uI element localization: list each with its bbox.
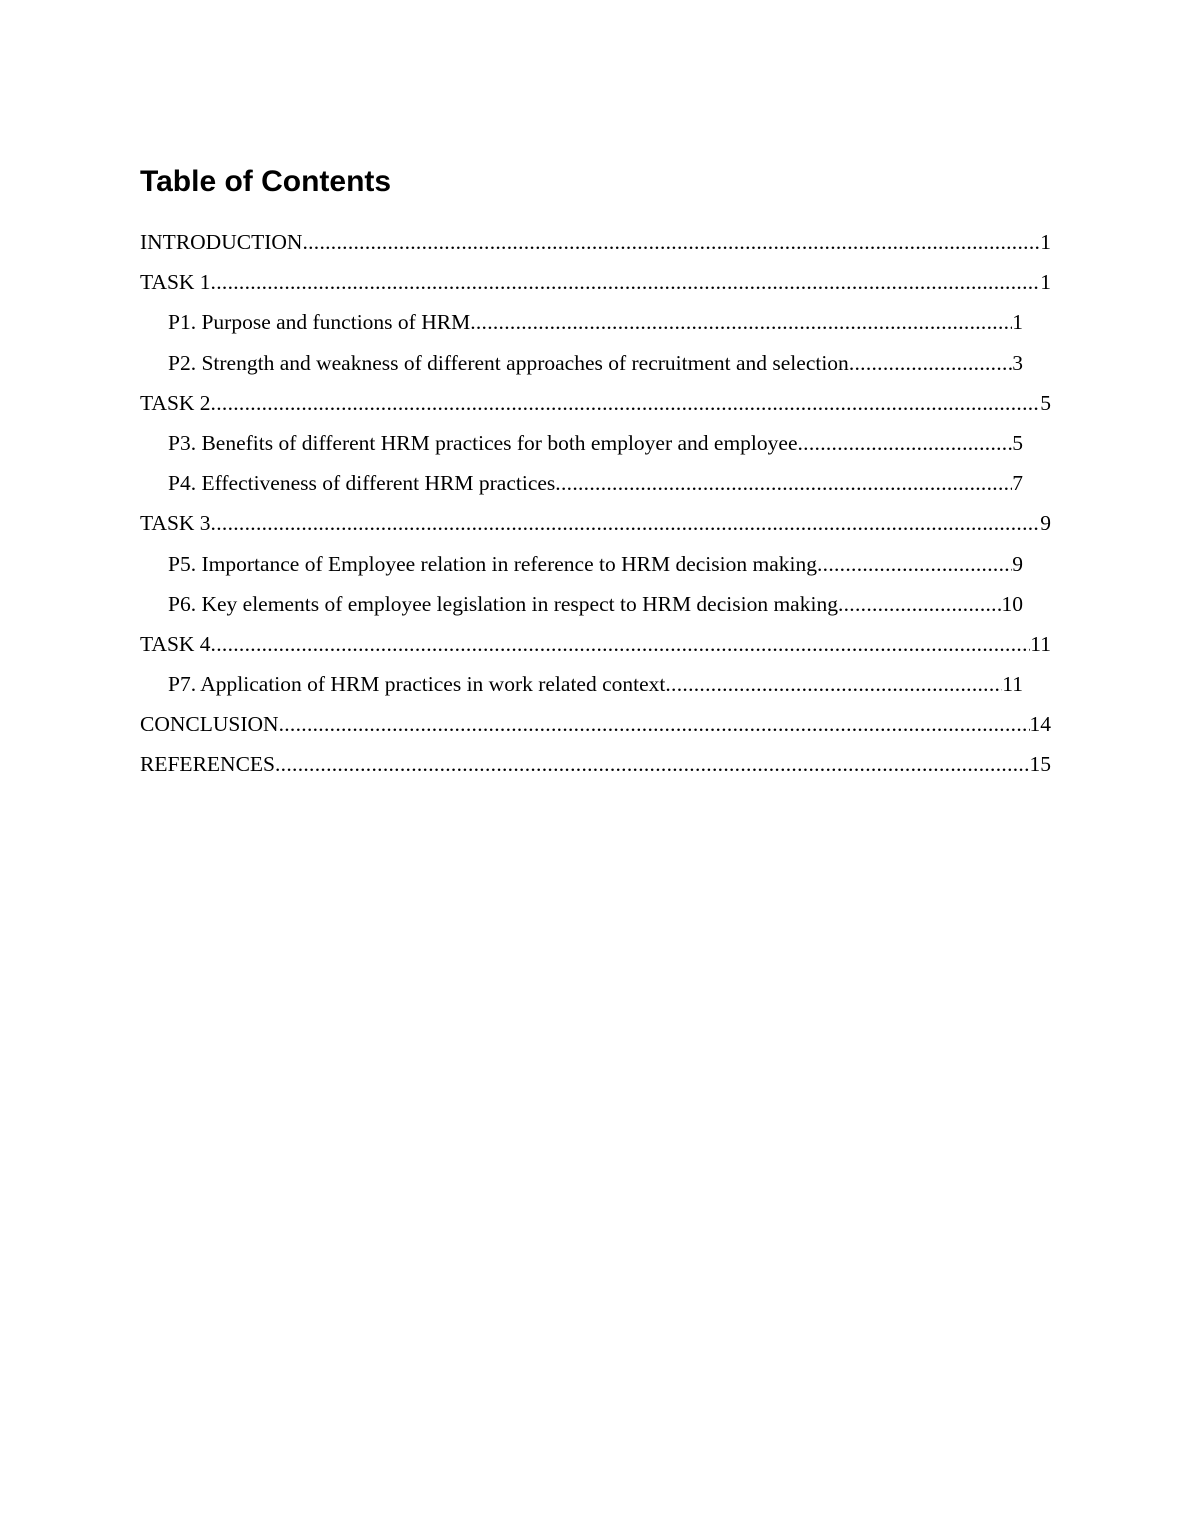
toc-entry-p1[interactable]	[168, 302, 1023, 342]
toc-entry-label: CONCLUSION	[140, 712, 279, 737]
toc-entry-p4[interactable]	[168, 463, 1023, 503]
page-title: Table of Contents	[140, 165, 392, 198]
toc-entry-task-2[interactable]	[140, 383, 1051, 423]
toc-entry-page: 5	[1040, 390, 1051, 415]
toc-entry-page: 14	[1029, 712, 1051, 737]
toc-entry-label: P3. Benefits of different HRM practices for both employer and employee	[168, 430, 798, 455]
toc-entry-task-3[interactable]	[140, 503, 1051, 543]
toc-leader-dots	[798, 423, 1013, 463]
toc-entry-label: P7. Application of HRM practices in work related context	[168, 672, 666, 697]
toc-entry-label: P2. Strength and weakness of different approaches of recruitment and selection	[168, 350, 849, 375]
toc-entry-label: P4. Effectiveness of different HRM practices	[168, 471, 556, 496]
toc-entry-p5[interactable]	[168, 544, 1023, 584]
toc-entry-page: 7	[1012, 471, 1023, 496]
toc-leader-dots	[211, 262, 1041, 302]
toc-leader-dots	[838, 584, 1002, 624]
toc-entry-label: REFERENCES	[140, 752, 275, 777]
toc-entry-label: TASK 4	[140, 631, 211, 656]
toc-entry-page: 15	[1029, 752, 1051, 777]
toc-leader-dots	[470, 302, 1012, 342]
toc-entry-page: 1	[1040, 270, 1051, 295]
toc-entry-page: 11	[1030, 631, 1051, 656]
toc-entry-page: 10	[1001, 591, 1023, 616]
toc-entry-task-1[interactable]	[140, 262, 1051, 302]
toc-leader-dots	[817, 544, 1012, 584]
toc-entry-p7[interactable]	[168, 664, 1023, 704]
toc-entry-page: 1	[1012, 310, 1023, 335]
toc-entry-page: 1	[1040, 230, 1051, 254]
toc-entry-label: INTRODUCTION	[140, 230, 303, 254]
toc-leader-dots	[279, 704, 1030, 744]
toc-entry-p3[interactable]	[168, 423, 1023, 463]
toc-entry-conclusion[interactable]	[140, 704, 1051, 744]
toc-leader-dots	[302, 222, 1040, 262]
toc-entry-label: P6. Key elements of employee legislation in respect to HRM decision making	[168, 591, 838, 616]
toc-entry-label: TASK 3	[140, 511, 211, 536]
toc-leader-dots	[275, 744, 1030, 784]
toc-entry-page: 9	[1012, 551, 1023, 576]
toc-entry-p6[interactable]	[168, 584, 1023, 624]
toc-leader-dots	[211, 624, 1031, 664]
toc-leader-dots	[211, 503, 1041, 543]
toc-entry-references[interactable]	[140, 744, 1051, 784]
toc-entry-page: 9	[1040, 511, 1051, 536]
toc-list	[0, 222, 1190, 785]
toc-entry-page: 11	[1002, 672, 1023, 697]
toc-leader-dots	[665, 664, 1002, 704]
toc-entry-label: P5. Importance of Employee relation in reference to HRM decision making	[168, 551, 817, 576]
toc-entry-label: TASK 1	[140, 270, 211, 295]
toc-entry-task-4[interactable]	[140, 624, 1051, 664]
toc-leader-dots	[211, 383, 1041, 423]
toc-entry-introduction[interactable]	[140, 222, 1051, 262]
toc-entry-p2[interactable]	[168, 343, 1023, 383]
toc-entry-page: 5	[1012, 430, 1023, 455]
toc-entry-label: TASK 2	[140, 390, 211, 415]
toc-leader-dots	[555, 463, 1012, 503]
toc-entry-page: 3	[1012, 350, 1023, 375]
toc-leader-dots	[849, 343, 1012, 383]
toc-entry-label: P1. Purpose and functions of HRM	[168, 310, 471, 335]
